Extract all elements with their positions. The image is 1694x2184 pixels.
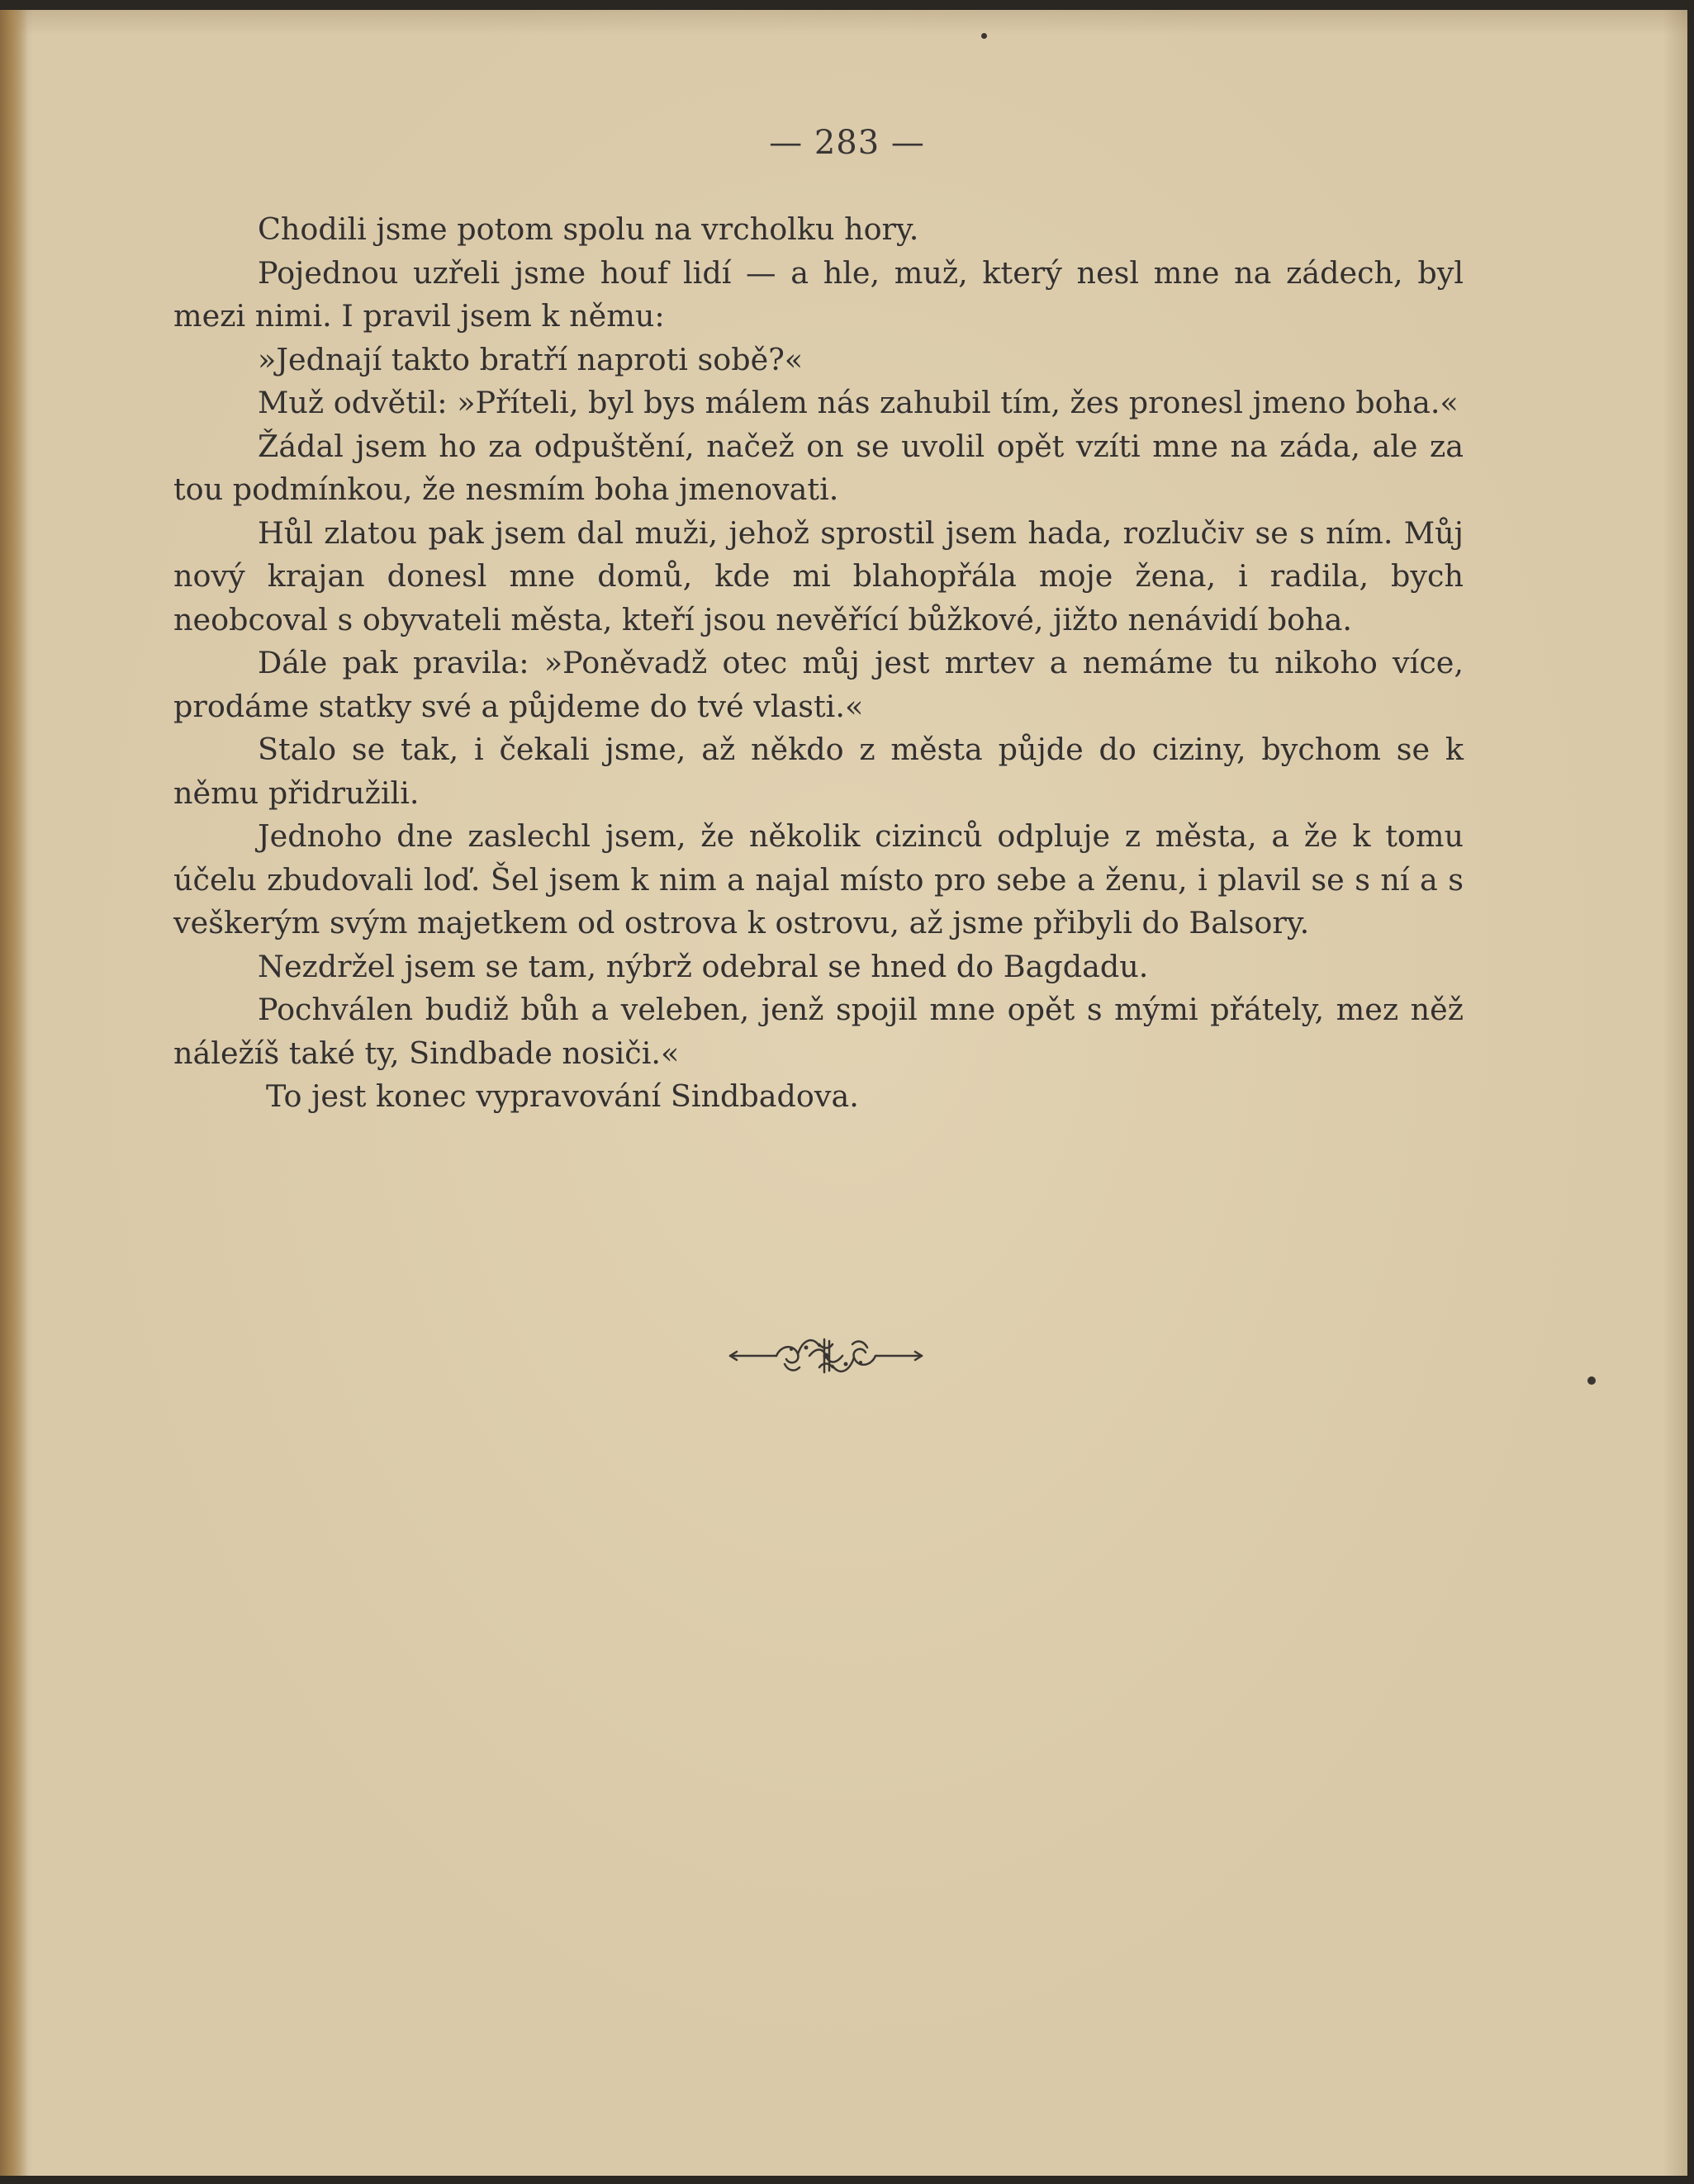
paragraph-2: Pojednou uzřeli jsme houf lidí — a hle, muž, který nesl mne na zádech, byl mezi nimi. I pravil jsem k němu:	[173, 254, 1464, 334]
paper-speck	[981, 33, 987, 39]
paragraph-7: Dále pak pravila: »Poněvadž otec můj jest mrtev a nemáme tu nikoho více, prodáme statky své a půjdeme do tvé vlasti.«	[173, 645, 1464, 724]
paper-speck	[1587, 1376, 1596, 1385]
paragraph-1: Chodili jsme potom spolu na vrcholku hory.	[258, 211, 919, 247]
body-text	[173, 208, 1464, 1119]
paragraph-10: Nezdržel jsem se tam, nýbrž odebral se hned do Bagdadu.	[258, 948, 1149, 984]
vignette-ornament-icon	[727, 1331, 925, 1381]
paragraph-3: »Jednají takto bratří naproti sobě?«	[258, 341, 804, 377]
paragraph-11: Pochválen budiž bůh a veleben, jenž spojil mne opět s mými přátely, mez něž náležíš také ty, Sindbade nosiči.«	[173, 992, 1464, 1071]
paragraph-6: Hůl zlatou pak jsem dal muži, jehož sprostil jsem hada, rozlučiv se s ním. Můj nový krajan donesl mne domů, kde mi blahopřála moje žena, i radila, bych neobcoval s obyvateli města, kteří jsou nevěřící bůžkové, jižto nenávidí boha.	[173, 514, 1464, 637]
paragraph-4: Muž odvětil: »Příteli, byl bys málem nás zahubil tím, žes pronesl jmeno boha.«	[258, 385, 1459, 420]
paragraph-8: Stalo se tak, i čekali jsme, až někdo z města půjde do ciziny, bychom se k němu přidružili.	[173, 732, 1464, 811]
paragraph-9: Jednoho dne zaslechl jsem, že několik cizinců odpluje z města, a že k tomu účelu zbudovali loď. Šel jsem k nim a najal místo pro sebe a ženu, i plavil se s ní a s veškerým svým majetkem od ostrova k ostrovu, až jsme přibyli do Balsory.	[173, 818, 1464, 940]
page-binding-edge	[0, 10, 28, 2176]
paragraph-12: To jest konec vypravování Sindbadova.	[266, 1078, 859, 1114]
paragraph-5: Žádal jsem ho za odpuštění, načež on se uvolil opět vzíti mne na záda, ale za tou podmínkou, že nesmím boha jmenovati.	[173, 428, 1464, 507]
page-number: — 283 —	[769, 124, 925, 162]
